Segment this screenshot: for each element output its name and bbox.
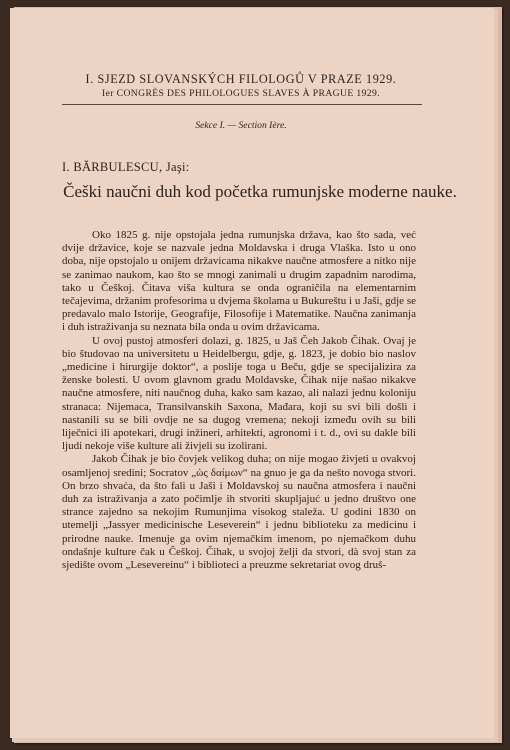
document-page — [10, 8, 494, 738]
congress-header — [10, 72, 472, 100]
paragraph: Oko 1825 g. nije opstojala jedna rumunjska država, kao što sada, već dvije državice, koje se nazvale jedna Moldavska i druga Vlaška. Isto u ono doba, nije opstojalo u onijem državicama nikakve naučne atmosfere a nitko nije se zanimao naukom, kao što se mnogi zanimali u drugim zapadnim narodima, tako u Češkoj. Čitava viša kultura se onda ograničila na elementarnim tečajevima, držanim profesorima u dvjema školama u Bukureštu i u Jaši, gdje se predavalo malo Istorije, Geografije, Filosofije i Matematike. Naučna zanimanja i duh istraživanja su neznata bila onda u ovim državicama. — [62, 229, 416, 334]
header-line-french: Ier CONGRÈS DES PHILOLOGUES SLAVES À PRAGUE 1929. — [102, 88, 380, 99]
author-line: I. BĂRBULESCU, Jaşi: — [62, 160, 190, 174]
section-label: Sekce I. — Section Ière. — [195, 120, 287, 131]
article-title: Češki naučni duh kod početka rumunjske moderne nauke. — [63, 182, 457, 201]
article-body — [62, 229, 416, 572]
header-rule — [62, 104, 422, 105]
paragraph: Jakob Čihak je bio čovjek velikog duha; on nije mogao živjeti u ovakvoj osamljenoj sredini; Socratov „ὡς δαίμων“ na gnuo je ga da nešto novoga stvori. On brzo shvaća, da što fali u Jaši i Moldavskoj su naučna atmosfera i naučni duh za istraživanja a zato počimlje ih stvoriti skupljajuć u jedno društvo one strance zajedno sa nekojim Rumunjima visokog staleža. U godini 1830 on utemelji „Jassyer medicinische Leseverein“ i jednu biblioteku za medicinu i prirodne nauke. Imenuje ga ovim njemačkim imenom, po njemačkom duhu ondašnje kulture čak u Češkoj. Čihak, u svojoj želji da stvori, dà svoj stan za sjedište ovom „Lesevereinu“ i biblioteci a preuzme sekretariat ovog druš- — [62, 453, 416, 572]
paragraph: U ovoj pustoj atmosferi dolazi, g. 1825, u Jaš Čeh Jakob Čihak. Ovaj je bio študovao na universitetu u Heidelbergu, gdje, g. 1823, je dobio bio naslov „medicine i hirurgije doktor“, a poslije toga u Beču, gdje se specijalizira za ženske bolesti. U ovom glavnom gradu Moldavske, Čihak nije našao nikakve naučne atmosfere, niti naučnog duha, kako sam kazao, ali nalazi jednu koloniju stranaca: Nijemaca, Transilvanskih Saxona, Mađara, koji su svi bili došli i nastanili su se bili ovdje ne sa dugog vremena; nekoji između ovih su bili liječnici ili apotekari, drugi inžineri, arhitekti, agronomi i t. d., ovi su dakle bili ljudi nekoje više kulture ali živjeli su izolirani. — [62, 334, 416, 453]
header-line-czech: I. SJEZD SLOVANSKÝCH FILOLOGŮ V PRAZE 1929. — [85, 72, 397, 86]
